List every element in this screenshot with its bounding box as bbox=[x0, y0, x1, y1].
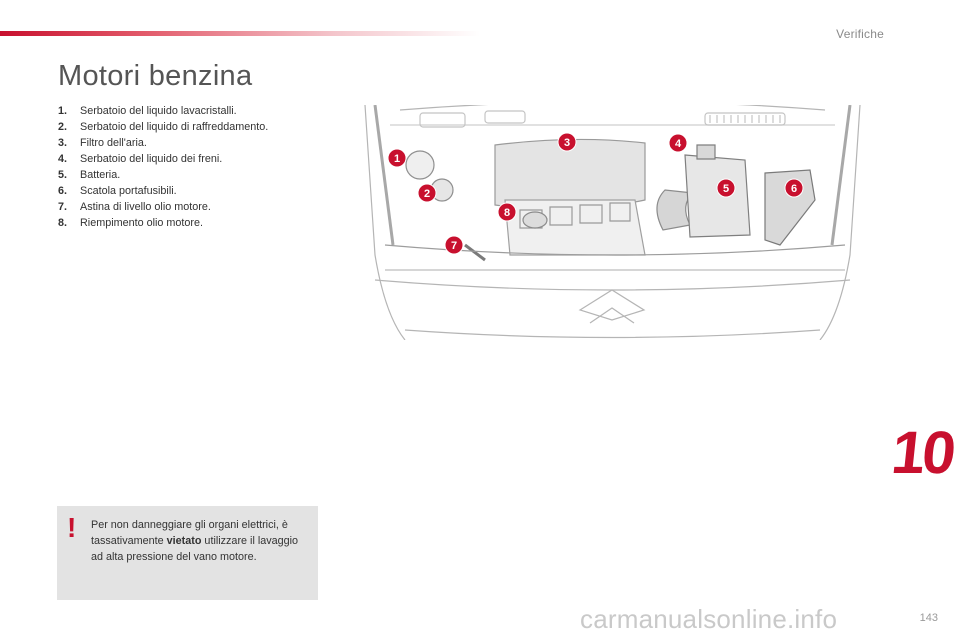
svg-text:1: 1 bbox=[393, 153, 401, 165]
legend-number: 1. bbox=[58, 105, 68, 117]
section-title: Verifiche bbox=[836, 27, 884, 41]
legend-text: Serbatoio del liquido dei freni. bbox=[80, 153, 223, 165]
callout-marker-4 bbox=[669, 134, 687, 152]
page-number: 143 bbox=[919, 612, 938, 624]
legend-number: 5. bbox=[58, 169, 68, 181]
callout-marker-1 bbox=[388, 149, 406, 167]
callout-marker-8 bbox=[498, 203, 516, 221]
svg-text:4: 4 bbox=[674, 138, 682, 150]
legend-number: 2. bbox=[58, 121, 68, 133]
warning-text-start: Per non danneggiare gli organi elettrici, è tassativamente bbox=[91, 519, 288, 547]
legend-item bbox=[58, 119, 268, 135]
warning-text-bold: vietato bbox=[166, 535, 202, 547]
legend-text: Astina di livello olio motore. bbox=[80, 201, 211, 213]
warning-text bbox=[91, 517, 311, 565]
legend-number: 6. bbox=[58, 185, 68, 197]
warning-icon: ! bbox=[67, 512, 77, 543]
legend-item bbox=[58, 199, 268, 215]
svg-text:2: 2 bbox=[423, 188, 431, 200]
legend-text: Serbatoio del liquido lavacristalli. bbox=[80, 105, 237, 117]
legend-item bbox=[58, 215, 268, 231]
callout-marker-6 bbox=[785, 179, 803, 197]
legend-text: Scatola portafusibili. bbox=[80, 185, 177, 197]
svg-text:5: 5 bbox=[722, 183, 730, 195]
svg-text:6: 6 bbox=[790, 183, 798, 195]
page-title: Motori benzina bbox=[58, 60, 253, 92]
legend-text: Riempimento olio motore. bbox=[80, 217, 204, 229]
svg-text:8: 8 bbox=[503, 207, 511, 219]
callout-marker-5 bbox=[717, 179, 735, 197]
legend-item bbox=[58, 151, 268, 167]
legend-item bbox=[58, 167, 268, 183]
callout-marker-7 bbox=[445, 236, 463, 254]
legend-number: 4. bbox=[58, 153, 68, 165]
engine-bay-illustration bbox=[345, 105, 880, 340]
legend-number: 8. bbox=[58, 217, 68, 229]
callout-marker-2 bbox=[418, 184, 436, 202]
legend-text: Serbatoio del liquido di raffreddamento. bbox=[80, 121, 269, 133]
parts-legend bbox=[58, 103, 268, 231]
legend-number: 7. bbox=[58, 201, 68, 213]
legend-text: Filtro dell'aria. bbox=[80, 137, 147, 149]
watermark: carmanualsonline.info bbox=[580, 604, 838, 634]
warning-text-end: utilizzare il lavaggio ad alta pressione del vano motore. bbox=[91, 535, 299, 563]
legend-number: 3. bbox=[58, 137, 68, 149]
legend-text: Batteria. bbox=[80, 169, 121, 181]
callout-marker-3 bbox=[558, 133, 576, 151]
svg-text:7: 7 bbox=[450, 240, 458, 252]
warning-box bbox=[57, 506, 318, 600]
legend-item bbox=[58, 183, 268, 199]
legend-item bbox=[58, 103, 268, 119]
legend-item bbox=[58, 135, 268, 151]
svg-text:3: 3 bbox=[563, 137, 571, 149]
header-accent-bar bbox=[0, 31, 480, 36]
chapter-number: 10 bbox=[888, 419, 957, 486]
